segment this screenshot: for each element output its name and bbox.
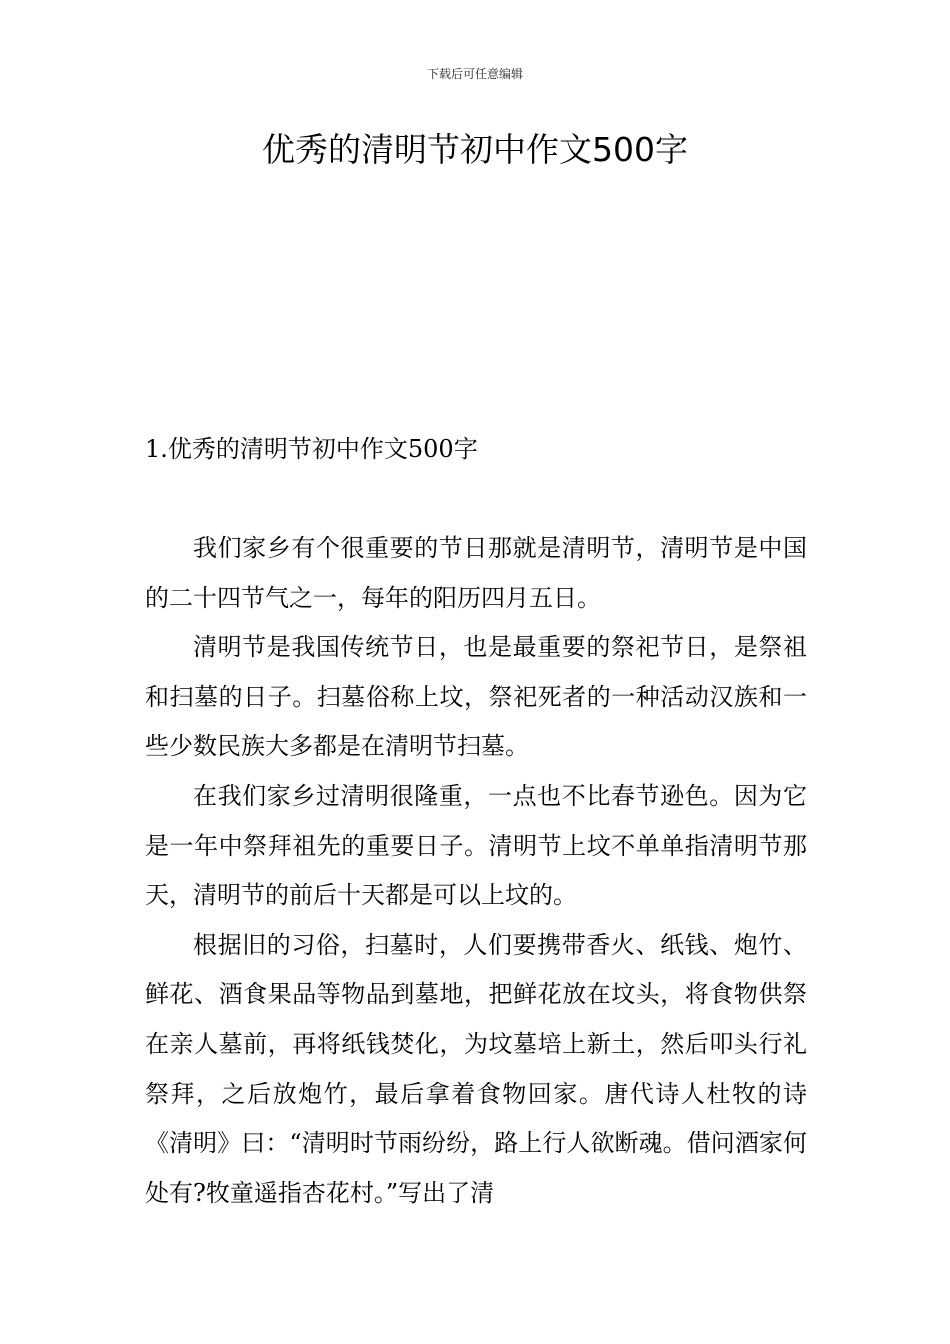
header-note: 下载后可任意编辑 (426, 67, 523, 81)
paragraph: 清明节是我国传统节日，也是最重要的祭祀节日，是祭祖和扫墓的日子。扫墓俗称上坟，祭祀死者的一种活动汉族和一些少数民族大多都是在清明节扫墓。 (145, 633, 807, 761)
paragraph: 根据旧的习俗，扫墓时，人们要携带香火、纸钱、炮竹、鲜花、酒食果品等物品到墓地，把鲜花放在坟头，将食物供祭在亲人墓前，再将纸钱焚化，为坟墓培上新土，然后叩头行礼祭拜，之后放炮竹，最后拿着食物回家。唐代诗人杜牧的诗《清明》曰：“清明时节雨纷纷，路上行人欲断魂。借问酒家何处有?牧童遥指杏花村。”写出了清 (145, 930, 807, 1207)
body-text (145, 524, 807, 1218)
document-title: 优秀的清明节初中作文500字 (262, 130, 688, 169)
paragraph: 在我们家乡过清明很隆重，一点也不比春节逊色。因为它是一年中祭拜祖先的重要日子。清明节上坟不单单指清明节那天，清明节的前后十天都是可以上坟的。 (145, 781, 807, 910)
paragraph: 我们家乡有个很重要的节日那就是清明节，清明节是中国的二十四节气之一，每年的阳历四月五日。 (145, 534, 807, 612)
section-heading: 1.优秀的清明节初中作文500字 (145, 435, 478, 463)
